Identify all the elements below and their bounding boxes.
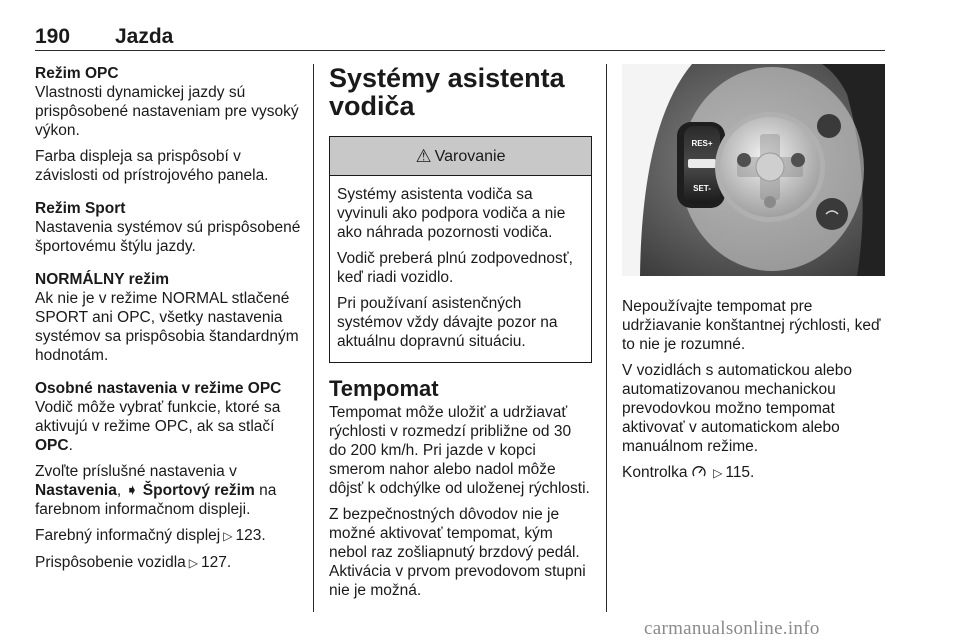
cross-reference: Farebný informačný displej ▷ 123.: [35, 527, 266, 544]
warning-label: Varovanie: [434, 147, 506, 165]
section-title: Osobné nastavenia v režime OPC: [35, 380, 282, 397]
paragraph: Vlastnosti dynamickej jazdy sú prispôsobené nastaveniam pre vysoký výkon.: [35, 84, 299, 139]
section-title: Režim OPC: [35, 65, 119, 82]
opc-button-label: OPC: [35, 437, 69, 454]
steering-wheel-controls-image: [622, 64, 885, 276]
paragraph: Vodič preberá plnú zodpovednosť, keď riadi vozidlo.: [337, 250, 573, 286]
paragraph: Zvoľte príslušné nastavenia v Nastavenia, ➧ Športový režim na farebnom informačnom displeji.: [35, 463, 277, 518]
warning-triangle-icon: ⚠: [415, 145, 432, 166]
page-ref-arrow-icon: ▷: [713, 466, 723, 480]
menu-path-sport-mode: Športový režim: [138, 482, 255, 499]
menu-path-settings: Nastavenia: [35, 482, 117, 499]
column-3: [622, 64, 885, 490]
column-1: [35, 64, 307, 587]
set-button-label: SET-: [693, 184, 711, 193]
page-ref[interactable]: 115.: [725, 464, 755, 481]
section-sport-mode: [35, 199, 307, 256]
paragraph: Farba displeja sa prispôsobí v závislosti od prístrojového panela.: [35, 148, 269, 184]
page-ref-arrow-icon: ▷: [223, 529, 233, 543]
warning-header: [330, 137, 591, 176]
section-normal-mode: [35, 270, 307, 365]
res-button-label: RES+: [691, 139, 713, 148]
watermark: carmanualsonline.info: [644, 618, 820, 639]
warning-box: [329, 136, 592, 363]
chapter-title: Jazda: [115, 25, 174, 48]
paragraph: Nepoužívajte tempomat pre udržiavanie konštantnej rýchlosti, keď to nie je rozumné.: [622, 298, 881, 353]
cross-reference: Kontrolka ▷ 115.: [622, 464, 755, 481]
paragraph: Z bezpečnostných dôvodov nie je možné aktivovať tempomat, kým nebol raz zošliapnutý brzdový pedál. Aktivácia v prvom prevodovom stupni nie je možná.: [329, 506, 586, 599]
warning-body: [330, 176, 591, 362]
paragraph: Systémy asistenta vodiča sa vyvinuli ako podpora vodiča a nie ako náhrada pozornosti vodiča.: [337, 186, 566, 241]
section-title: NORMÁLNY režim: [35, 271, 170, 288]
section-heading: Systémy asistenta vodiča: [329, 63, 565, 121]
page-ref-arrow-icon: ▷: [188, 556, 199, 570]
section-opc-mode: [35, 64, 307, 185]
page-ref[interactable]: 123.: [235, 527, 266, 544]
paragraph: Pri používaní asistenčných systémov vždy dávajte pozor na aktuálnu dopravnú situáciu.: [337, 295, 558, 350]
section-title: Režim Sport: [35, 200, 126, 217]
page-ref[interactable]: 127.: [201, 554, 232, 571]
column-divider-1: [313, 64, 314, 612]
paragraph: Nastavenia systémov sú prispôsobené športovému štýlu jazdy.: [35, 219, 301, 255]
column-2: [329, 64, 592, 607]
cross-reference: Prispôsobenie vozidla ▷ 127.: [35, 554, 232, 571]
menu-arrow-icon: ➧: [125, 482, 139, 499]
paragraph: V vozidlách s automatickou alebo automatizovanou mechanickou prevodovkou možno tempomat aktivovať v automatickom alebo manuálnom režime.: [622, 362, 853, 455]
paragraph: Tempomat môže uložiť a udržiavať rýchlosti v rozmedzí približne od 30 do 200 km/h. Pri jazde v kopci smerom nahor alebo nadol môže dôjsť k odchýlke od uloženej rýchlosti.: [329, 404, 590, 497]
section-personal-settings: [35, 379, 307, 573]
page-number: 190: [35, 25, 71, 48]
paragraph: Vodič môže vybrať funkcie, ktoré sa aktivujú v režime OPC, ak sa stlačí OPC.: [35, 399, 281, 454]
subsection-heading: Tempomat: [329, 376, 439, 401]
page-header: [35, 26, 885, 51]
column-divider-2: [606, 64, 607, 612]
cruise-control-indicator-icon: [692, 464, 710, 481]
paragraph: Ak nie je v režime NORMAL stlačené SPORT ani OPC, všetky nastavenia systémov sa prispôsobia štandardným hodnotám.: [35, 290, 299, 364]
